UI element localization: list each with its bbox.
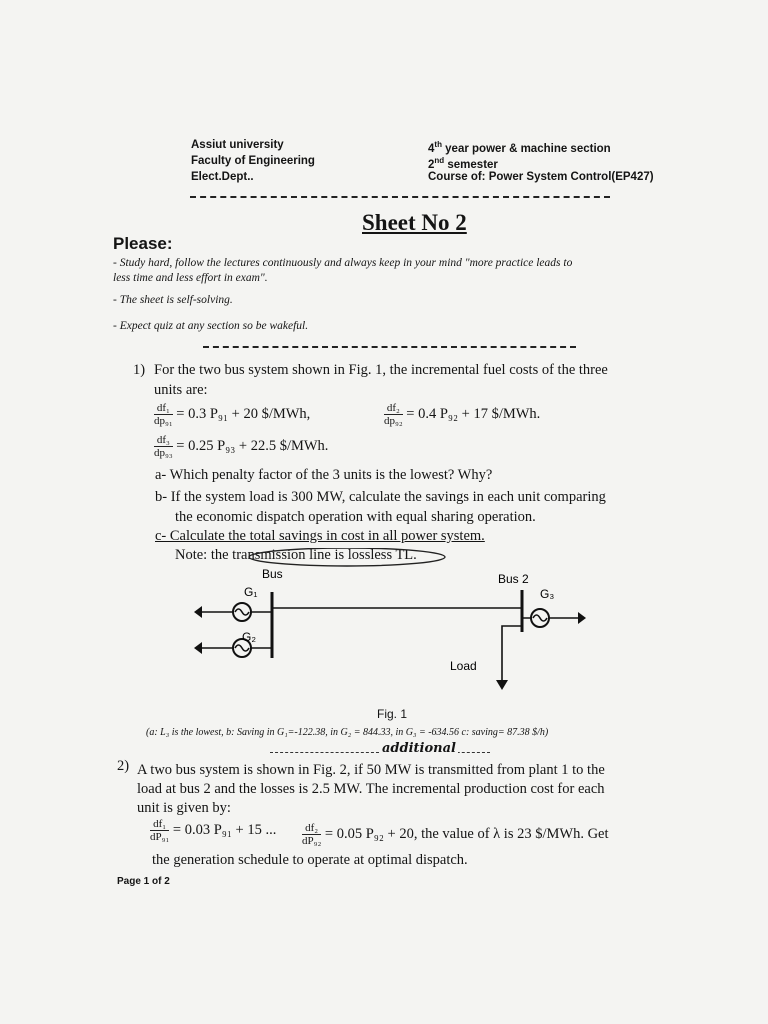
g3-generator-icon (531, 609, 549, 627)
q1-eq1: $\frac{\text{df₁}}{\text{dp₉₁}}$ = 0.3 P₉₁ + 20 $/MWh, (154, 402, 311, 427)
page-title: Sheet No 2 (362, 210, 467, 235)
instruction-1: - Study hard, follow the lectures continuously and always keep in your mind "more practice leads to (113, 257, 573, 269)
g1-generator-icon (233, 603, 251, 621)
faculty-name: Faculty of Engineering (191, 155, 315, 167)
g2-label: G₂ (242, 630, 256, 644)
load-label: Load (450, 659, 477, 673)
instruction-3: - Expect quiz at any section so be wakeful. (113, 320, 309, 332)
load-arrow-icon (496, 680, 508, 690)
q2-eq2: $\frac{\text{df₂}}{\text{dP₉₂}}$ = 0.05 P₉₂ + 20, the value of λ is 23 $/MWh. Get (302, 822, 609, 847)
q1-eq2: $\frac{\text{df₂}}{\text{dp₉₂}}$ = 0.4 P₉₂ + 17 $/MWh. (384, 402, 541, 427)
q1-number: 1) (133, 362, 146, 378)
q1-part-b-line1: b- If the system load is 300 MW, calculate the savings in each unit comparing (155, 489, 606, 505)
please-heading: Please: (113, 234, 173, 253)
department-name: Elect.Dept.. (191, 171, 254, 183)
q1-part-c: c- Calculate the total savings in cost in all power system. (155, 528, 485, 544)
semester: 2nd semester (428, 156, 498, 171)
figure-1-caption: Fig. 1 (377, 707, 408, 721)
instruction-1-cont: less time and less effort in exam". (113, 272, 268, 284)
figure-1-diagram (150, 548, 610, 698)
course-name: Course of: Power System Control(EP427) (428, 171, 654, 183)
q2-text-line1: A two bus system is shown in Fig. 2, if 50 MW is transmitted from plant 1 to the (137, 762, 605, 778)
q1-eq3: $\frac{\text{df₃}}{\text{dp₉₃}}$ = 0.25 P₉₃ + 22.5 $/MWh. (154, 434, 329, 459)
instructions-divider (203, 346, 576, 348)
q1-text-line1: For the two bus system shown in Fig. 1, the incremental fuel costs of the three (154, 362, 608, 378)
g1-label: G₁ (244, 585, 258, 599)
page-number: Page 1 of 2 (117, 876, 170, 887)
bus2-label: Bus 2 (498, 572, 529, 586)
q2-text-line3: unit is given by: (137, 800, 231, 816)
q2-text-line4: the generation schedule to operate at optimal dispatch. (152, 852, 468, 868)
q1-part-a: a- Which penalty factor of the 3 units is the lowest? Why? (155, 467, 493, 483)
q2-eq1: $\frac{\text{df₁}}{\text{dP₉₁}}$ = 0.03 P₉₁ + 15 ... (150, 818, 277, 843)
q1-text-line2: units are: (154, 382, 208, 398)
q1-note: Note: the transmission line is lossless TL. (175, 547, 417, 563)
q2-number: 2) (117, 758, 130, 774)
q1-part-b-line2: the economic dispatch operation with equal sharing operation. (175, 509, 536, 525)
handwritten-note: additional (382, 741, 456, 756)
q2-text-line2: load at bus 2 and the losses is 2.5 MW. The incremental production cost for each (137, 781, 605, 797)
instruction-2: - The sheet is self-solving. (113, 294, 233, 306)
bus1-label: Bus (262, 567, 283, 581)
university-name: Assiut university (191, 139, 284, 151)
q1-answer-key: (a: L₃ is the lowest, b: Saving in G₁=-122.38, in G₂ = 844.33, in G₃ = -634.56 c: saving= 87.38 $/h) (146, 727, 549, 738)
year-section: 4th year power & machine section (428, 140, 611, 155)
header-divider (190, 196, 610, 198)
note-ellipse (249, 548, 445, 566)
g3-label: G₃ (540, 587, 555, 601)
